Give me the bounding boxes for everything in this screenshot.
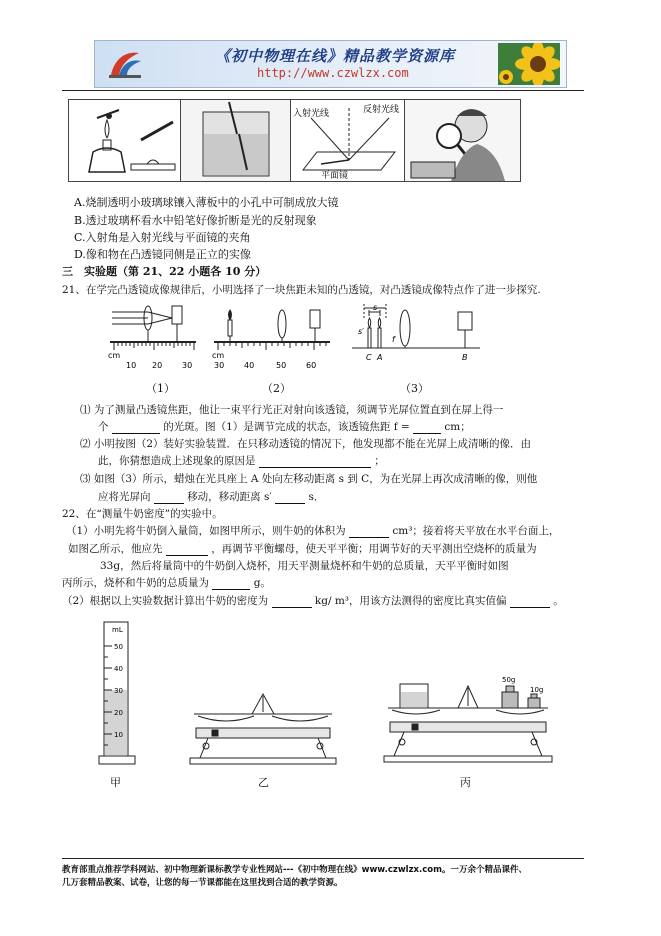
- q20-option-d: D.像和物在凸透镜同侧是正立的实像: [74, 248, 251, 261]
- fig-caption-1: （1）: [146, 382, 175, 395]
- q20-option-b: B.透过玻璃杯看水中铅笔好像折断是光的反射现象: [74, 214, 317, 227]
- q22-line3: 33g，然后将量筒中的牛奶倒入烧杯，用天平测量烧杯和牛奶的总质量，天平平衡时如图: [100, 560, 509, 572]
- q21-blank-direction[interactable]: [154, 492, 184, 504]
- q21-part3-mid: 移动，移动距离 s′: [187, 491, 272, 503]
- q22-blank-first-step[interactable]: [166, 544, 208, 556]
- cylinder-tick-40: 40: [114, 665, 123, 673]
- footer-line-1: 教育部重点推荐学科网站、初中物理新课标教学专业性网站---《初中物理在线》www.czwlzx.com。一万余个精品课件、: [62, 865, 527, 875]
- q22-intro: 22、在“测量牛奶密度”的实验中。: [62, 508, 223, 520]
- q22-line4: [62, 576, 271, 590]
- q22-line5-b: kg/ m³，用该方法测得的密度比真实值偏: [314, 595, 507, 607]
- q21-part1-end: cm；: [444, 421, 471, 433]
- ruler2-tick-40: 40: [244, 361, 255, 370]
- fig3-label-b: B: [462, 353, 468, 362]
- figure-balance-bing: [382, 668, 554, 770]
- fig3-label-f: f: [392, 335, 395, 344]
- weight-50g-label: 50g: [502, 676, 516, 684]
- ruler2-tick-60: 60: [306, 361, 317, 370]
- ruler1-tick-10: 10: [126, 361, 137, 370]
- alcohol-lamp-icon: [69, 100, 181, 181]
- cylinder-unit: mL: [112, 626, 123, 634]
- q21-part2-text: 此，你猜想造成上述现象的原因是: [98, 455, 256, 467]
- footer-line-2: 几万套精品教案、试卷，让您的每一节课都能在这里找到合适的教学资源。: [62, 878, 343, 888]
- ruler2-unit: cm: [212, 351, 225, 360]
- ruler1-tick-20: 20: [152, 361, 163, 370]
- q21-part1-line1: ⑴ 为了测量凸透镜焦距，他让一束平行光正对射向该透镜，须调节光屏位置直到在屏上得一: [80, 404, 504, 416]
- section-3-title: 三 实验题（第 21、22 小题各 10 分）: [62, 265, 267, 278]
- ruler2-tick-30: 30: [214, 361, 225, 370]
- site-logo-icon: [105, 47, 145, 81]
- q22-line4-b: g。: [253, 577, 271, 589]
- q21-part1-mid: 的光斑。图（1）是调节完成的状态，该透镜焦距 f =: [163, 421, 410, 433]
- reflected-ray-label: 反射光线: [363, 105, 400, 115]
- footer-rule: [62, 858, 584, 859]
- figure-plane-mirror: [290, 99, 406, 182]
- q21-blank-compare[interactable]: [275, 492, 305, 504]
- q22-line2-a: 如图乙所示，他应先: [68, 543, 163, 555]
- header-rule: [62, 90, 584, 91]
- ruler2-tick-50: 50: [276, 361, 287, 370]
- q20-option-a: A.烧制透明小玻璃球镶入薄板中的小孔中可制成放大镜: [74, 196, 339, 209]
- q21-blank-spot[interactable]: [112, 422, 160, 434]
- q21-part3-line1: ⑶ 如图（3）所示，蜡烛在光具座上 A 处向左移动距离 s 到 C，为在光屏上再次成清晰的像，则他: [80, 473, 538, 485]
- q22-line5-c: 。: [553, 595, 564, 607]
- person-magnifier-icon: [405, 100, 520, 181]
- q22-line1-a: （1）小明先将牛奶倒入量筒，如图甲所示，则牛奶的体积为: [66, 525, 346, 537]
- q22-blank-volume[interactable]: [349, 526, 389, 538]
- q22-blank-density[interactable]: [272, 596, 312, 608]
- banner-title: 《初中物理在线》精品教学资源库: [215, 47, 456, 65]
- q22-line5: [62, 594, 564, 608]
- mirror-label: 平面镜: [321, 171, 349, 181]
- cylinder-tick-20: 20: [114, 709, 123, 717]
- fig-caption-2: （2）: [262, 382, 291, 395]
- q21-figure-2: [212, 300, 332, 372]
- figure-graduated-cylinder: [98, 618, 136, 766]
- label-yi: 乙: [258, 776, 269, 789]
- q21-blank-reason[interactable]: [259, 456, 371, 468]
- q22-line1: [66, 524, 559, 538]
- q21-part2-line1: ⑵ 小明按图（2）装好实验装置．在只移动透镜的情况下，他发现都不能在光屏上成清晰的像．由: [80, 438, 532, 450]
- figure-glass-bead: [68, 99, 182, 182]
- header-banner: [94, 40, 567, 88]
- q22-line5-a: （2）根据以上实验数据计算出牛奶的密度为: [62, 595, 269, 607]
- q22-blank-total-mass[interactable]: [212, 578, 250, 590]
- fig-caption-3: （3）: [400, 382, 429, 395]
- q21-part3-end: s．: [308, 491, 325, 503]
- fig3-label-s: s: [373, 303, 378, 312]
- label-bing: 丙: [460, 776, 471, 789]
- q22-line4-a: 丙所示，烧杯和牛奶的总质量为: [62, 577, 209, 589]
- figure-pencil-in-glass: [180, 99, 292, 182]
- figure-magnifier: [404, 99, 521, 182]
- q22-blank-bias[interactable]: [510, 596, 550, 608]
- sunflower-icon: [498, 43, 560, 85]
- fig3-label-c: C: [366, 353, 372, 362]
- q20-option-c: C.入射角是入射光线与平面镜的夹角: [74, 231, 251, 244]
- mirror-diagram: [291, 100, 405, 181]
- glass-cup-icon: [181, 100, 291, 181]
- q22-line2: [68, 542, 537, 556]
- q21-part2-line2: [98, 454, 385, 468]
- figure-balance-yi: [188, 690, 338, 770]
- q22-line1-b: cm³；接着将天平放在水平台面上，: [392, 525, 560, 537]
- incident-ray-label: 入射光线: [293, 109, 330, 119]
- ruler1-unit: cm: [108, 351, 121, 360]
- q21-part2-end: ；: [374, 455, 385, 467]
- q21-part1-line2: [98, 420, 471, 434]
- cylinder-tick-30: 30: [114, 687, 123, 695]
- q21-blank-focal[interactable]: [413, 422, 441, 434]
- ruler1-tick-30: 30: [182, 361, 193, 370]
- q21-part3-line2: [98, 490, 324, 504]
- q21-part3-text: 应将光屏向: [98, 491, 151, 503]
- cylinder-tick-50: 50: [114, 643, 123, 651]
- fig3-label-a: A: [377, 353, 383, 362]
- label-jia: 甲: [110, 776, 121, 789]
- banner-url: http://www.czwlzx.com: [257, 66, 409, 80]
- q21-part1-ge: 个: [98, 421, 109, 433]
- weight-10g-label: 10g: [530, 686, 544, 694]
- fig3-label-s-prime: s′: [358, 327, 364, 336]
- q21-intro: 21、在学完凸透镜成像规律后，小明选择了一块焦距未知的凸透镜，对凸透镜成像特点作了进一步探究.: [62, 284, 541, 296]
- q21-figure-3: [350, 298, 482, 364]
- q22-line2-b: ，再调节平衡螺母，使天平平衡；用调节好的天平测出空烧杯的质量为: [211, 543, 537, 555]
- cylinder-tick-10: 10: [114, 731, 123, 739]
- q21-figure-1: [108, 300, 198, 372]
